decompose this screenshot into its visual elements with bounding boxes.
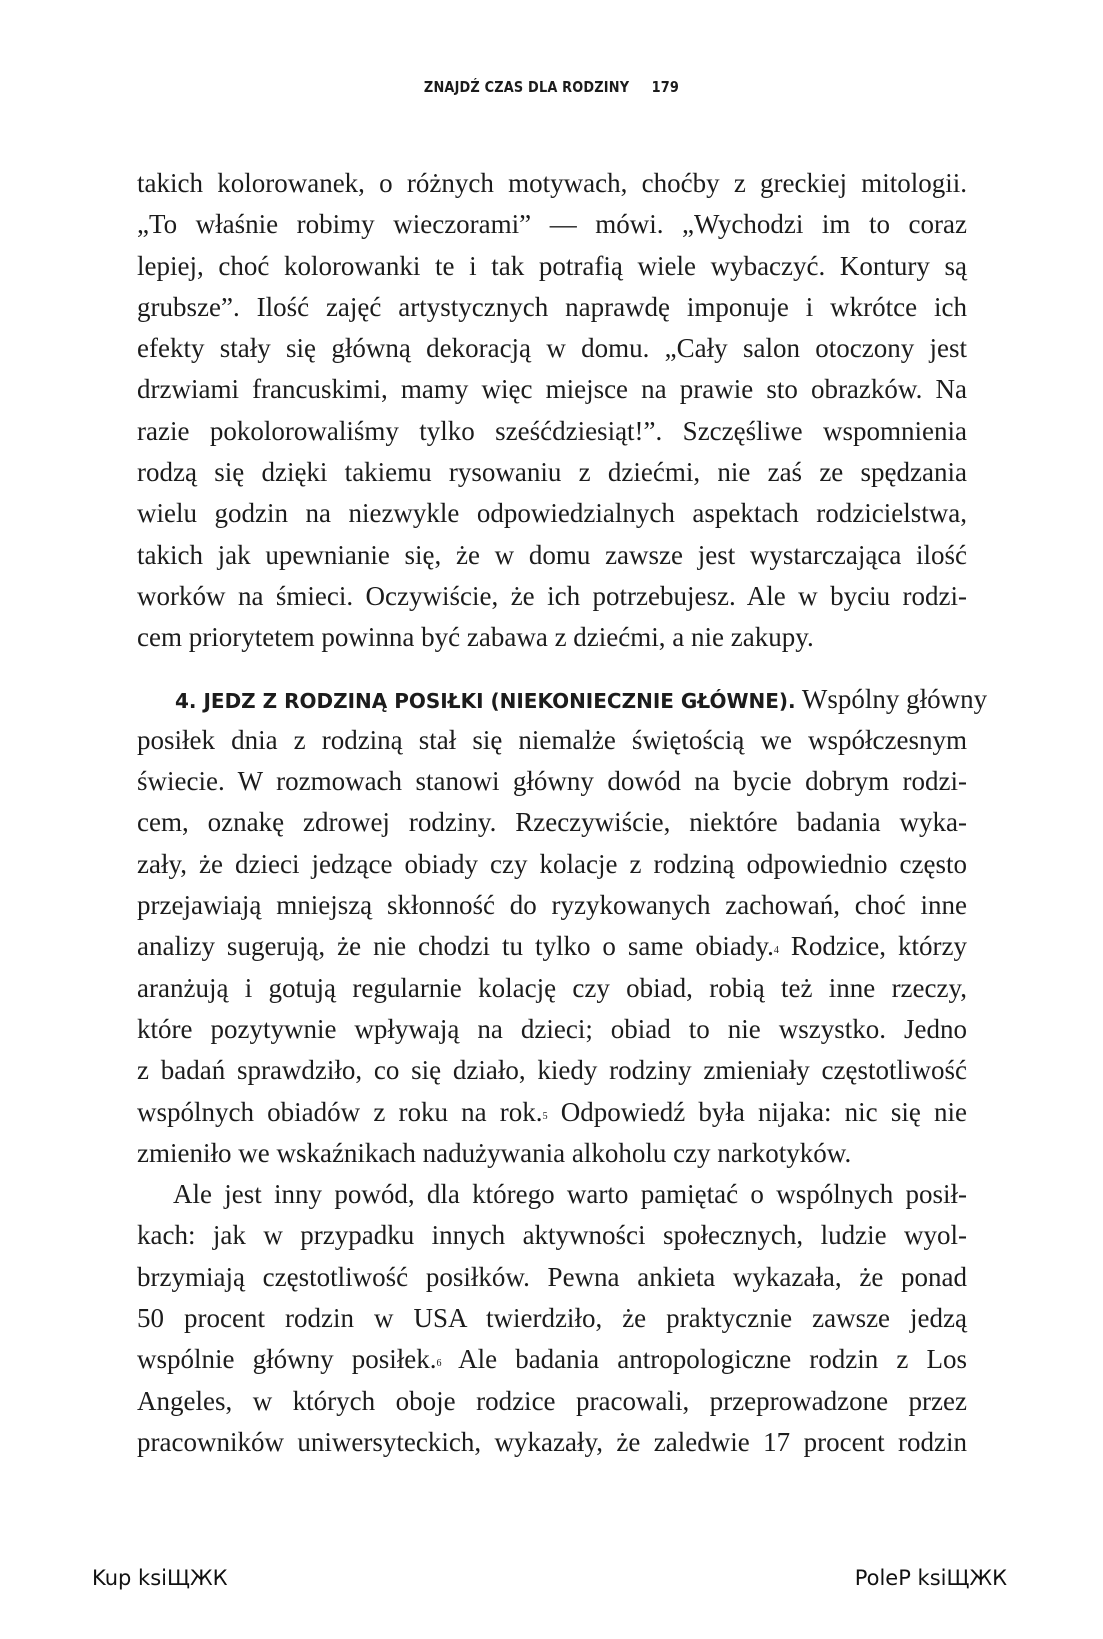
text-line: zmieniło we wskaźnikach nadużywania alkoholu czy narkotyków. xyxy=(137,1137,852,1168)
text-line: cem priorytetem powinna być zabawa z dziećmi, a nie zakupy. xyxy=(137,622,814,653)
text-line: razie pokolorowaliśmy tylko sześćdziesiąt!”. Szczęśliwe wspomnienia xyxy=(137,415,967,446)
text-segment: Ale badania antropologiczne rodzin z Los xyxy=(441,1344,967,1375)
text-line: worków na śmieci. Oczywiście, że ich potrzebujesz. Ale w byciu rodzi- xyxy=(137,580,967,611)
text-line: rodzą się dzięki takiemu rysowaniu z dziećmi, nie zaś ze spędzania xyxy=(137,457,967,488)
text-line: brzymiają częstotliwość posiłków. Pewna ankieta wykazała, że ponad xyxy=(137,1261,967,1292)
text-line-with-note xyxy=(137,1092,967,1133)
text-line: zały, że dzieci jedzące obiady czy kolacje z rodziną odpowiednio często xyxy=(137,848,967,879)
text-segment: wspólnie główny posiłek. xyxy=(137,1344,437,1375)
text-line: świecie. W rozmowach stanowi główny dowód na bycie dobrym rodzi- xyxy=(137,766,967,797)
text-segment: Rodzice, którzy xyxy=(778,931,967,962)
text-line: z badań sprawdziło, co się działo, kiedy rodziny zmieniały częstotliwość xyxy=(137,1055,967,1086)
text-line: Ale jest inny powód, dla którego warto pamiętać o wspólnych posił- xyxy=(173,1179,967,1210)
text-line: efekty stały się główną dekoracją w domu. „Cały salon otoczony jest xyxy=(137,333,967,364)
text-line: aranżują i gotują regularnie kolację czy obiad, robią też inne rzeczy, xyxy=(137,972,967,1003)
text-segment: wspólnych obiadów z roku na rok. xyxy=(137,1096,543,1127)
text-line: 50 procent rodzin w USA twierdziło, że praktycznie zawsze jedzą xyxy=(137,1303,967,1334)
text-line: „To właśnie robimy wieczorami” — mówi. „Wychodzi im to coraz xyxy=(137,209,967,240)
body-text xyxy=(137,163,988,1463)
text-line: kach: jak w przypadku innych aktywności społecznych, ludzie wyol- xyxy=(137,1220,967,1251)
text-line: posiłek dnia z rodziną stał się niemalże świętością we współczesnym xyxy=(137,724,967,755)
section-heading: 4. JEDZ Z RODZINĄ POSIŁKI (NIEKONIECZNIE GŁÓWNE). xyxy=(175,688,796,713)
text-line: takich kolorowanek, o różnych motywach, choćby z greckiej mitologii. xyxy=(137,168,967,198)
text-segment: Odpowiedź była nijaka: nic się nie xyxy=(547,1096,967,1127)
footnote-ref-4: 4 xyxy=(773,945,779,957)
text-line-with-note xyxy=(137,926,967,967)
running-head xyxy=(77,78,1026,96)
footnote-ref-5: 5 xyxy=(542,1110,548,1122)
text-line-with-note xyxy=(137,1339,967,1380)
text-line: przejawiają mniejszą skłonność do ryzykowanych zachowań, choć inne xyxy=(137,890,967,921)
section-first-line-text: Wspólny główny xyxy=(795,683,988,714)
text-line: drzwiami francuskimi, mamy więc miejsce na prawie sto obrazków. Na xyxy=(137,374,967,405)
text-line: cem, oznakę zdrowej rodziny. Rzeczywiście, niektóre badania wyka- xyxy=(137,807,967,838)
recommend-book-link[interactable]: PoleР ksiЩЖК xyxy=(854,1566,1007,1590)
footnote-ref-6: 6 xyxy=(436,1358,442,1370)
buy-book-link[interactable]: Kup ksiЩЖК xyxy=(92,1566,228,1590)
text-line: które pozytywnie wpływają na dzieci; obiad to nie wszystko. Jedno xyxy=(137,1013,967,1044)
paragraph-gap xyxy=(137,659,967,679)
chapter-title: ZNAJDŹ CZAS DLA RODZINY xyxy=(423,78,630,96)
text-line: takich jak upewnianie się, że w domu zawsze jest wystarczająca ilość xyxy=(137,539,967,570)
section-first-line xyxy=(137,679,988,720)
text-line: pracowników uniwersyteckich, wykazały, że zaledwie 17 procent rodzin xyxy=(137,1426,967,1457)
text-line: wielu godzin na niezwykle odpowiedzialnych aspektach rodzicielstwa, xyxy=(137,498,967,529)
text-line: grubsze”. Ilość zajęć artystycznych naprawdę imponuje i wkrótce ich xyxy=(137,291,967,322)
text-line: Angeles, w których oboje rodzice pracowali, przeprowadzone przez xyxy=(137,1385,967,1416)
text-line: lepiej, choć kolorowanki te i tak potrafią wiele wybaczyć. Kontury są xyxy=(137,250,967,281)
page-number: 179 xyxy=(651,78,680,96)
text-segment: analizy sugerują, że nie chodzi tu tylko o same obiady. xyxy=(137,931,774,962)
